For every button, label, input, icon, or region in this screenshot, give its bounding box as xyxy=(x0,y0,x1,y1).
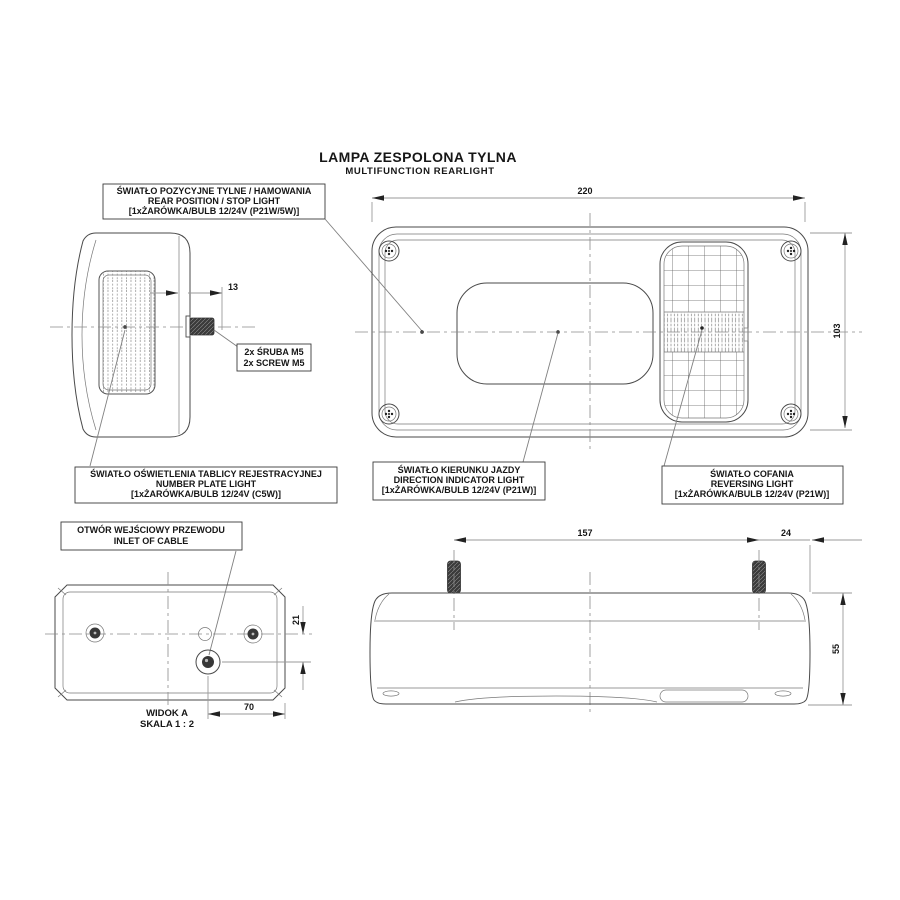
drawing-title: LAMPA ZESPOLONA TYLNA xyxy=(319,149,517,165)
callout-rear-position-line2: REAR POSITION / STOP LIGHT xyxy=(147,196,281,206)
cable-inlet-hole xyxy=(196,650,220,674)
view-a-title: WIDOK A xyxy=(146,708,188,719)
callout-cable-inlet xyxy=(61,522,242,655)
callout-reversing-line2: REVERSING LIGHT xyxy=(710,479,794,489)
callout-direction-line2: DIRECTION INDICATOR LIGHT xyxy=(393,475,525,485)
callout-screw-line2: 2x SCREW M5 xyxy=(243,358,305,368)
callout-screws xyxy=(214,330,311,371)
callout-rear-position-line3: [1xŻARÓWKA/BULB 12/24V (P21W/5W)] xyxy=(128,206,300,216)
dim-21-label: 21 xyxy=(291,614,301,626)
corner-screw-top-left xyxy=(379,241,399,261)
rear-screw-left xyxy=(86,624,104,642)
callout-number-plate-line1: ŚWIATŁO OŚWIETLENIA TABLICY REJESTRACYJNEJ xyxy=(90,469,322,479)
dim-13-label: 13 xyxy=(228,282,239,292)
dim-24-label: 24 xyxy=(780,528,792,538)
callout-direction-line1: ŚWIATŁO KIERUNKU JAZDY xyxy=(397,465,521,475)
dimension-stud-edge xyxy=(759,528,862,592)
direction-indicator-lens xyxy=(457,283,653,384)
corner-screw-bottom-left xyxy=(379,404,399,424)
number-plate-lens xyxy=(99,271,155,394)
view-a-scale: SKALA 1 : 2 xyxy=(139,719,195,730)
callout-screw-line1: 2x ŚRUBA M5 xyxy=(244,347,304,357)
dimension-front-height xyxy=(810,233,852,430)
front-view xyxy=(355,186,862,466)
callout-number-plate-line3: [1xŻARÓWKA/BULB 12/24V (C5W)] xyxy=(130,489,282,499)
callout-direction-line3: [1xŻARÓWKA/BULB 12/24V (P21W)] xyxy=(381,485,537,495)
dim-70-label: 70 xyxy=(243,702,255,712)
side-view xyxy=(50,233,311,437)
callout-reversing xyxy=(662,466,843,504)
corner-screw-bottom-right xyxy=(781,404,801,424)
dim-55-label: 55 xyxy=(831,643,841,655)
drawing-title-block xyxy=(319,149,517,177)
rear-view-a xyxy=(45,572,312,730)
dim-220-label: 220 xyxy=(577,186,593,196)
mounting-screw xyxy=(186,316,214,337)
dimension-stud-spacing xyxy=(454,528,759,543)
dimension-inlet-horizontal xyxy=(208,676,285,719)
callout-rear-position-line1: ŚWIATŁO POZYCYJNE TYLNE / HAMOWANIA xyxy=(116,186,312,196)
callout-reversing-line3: [1xŻARÓWKA/BULB 12/24V (P21W)] xyxy=(674,489,830,499)
callout-reversing-line1: ŚWIATŁO COFANIA xyxy=(710,469,794,479)
drawing-subtitle: MULTIFUNCTION REARLIGHT xyxy=(345,166,495,177)
dim-103-label: 103 xyxy=(832,323,842,339)
reversing-light-marker xyxy=(700,326,704,330)
callout-direction-indicator xyxy=(373,462,545,500)
callout-number-plate-line2: NUMBER PLATE LIGHT xyxy=(155,479,257,489)
dim-157-label: 157 xyxy=(577,528,593,538)
corner-screw-top-right xyxy=(781,241,801,261)
dimension-front-width xyxy=(372,186,805,222)
top-view xyxy=(370,528,862,714)
callout-cable-line1: OTWÓR WEJŚCIOWY PRZEWODU xyxy=(77,525,225,535)
dimension-inlet-vertical xyxy=(222,606,311,690)
callout-cable-line2: INLET OF CABLE xyxy=(113,536,189,546)
dimension-body-depth xyxy=(808,593,852,705)
